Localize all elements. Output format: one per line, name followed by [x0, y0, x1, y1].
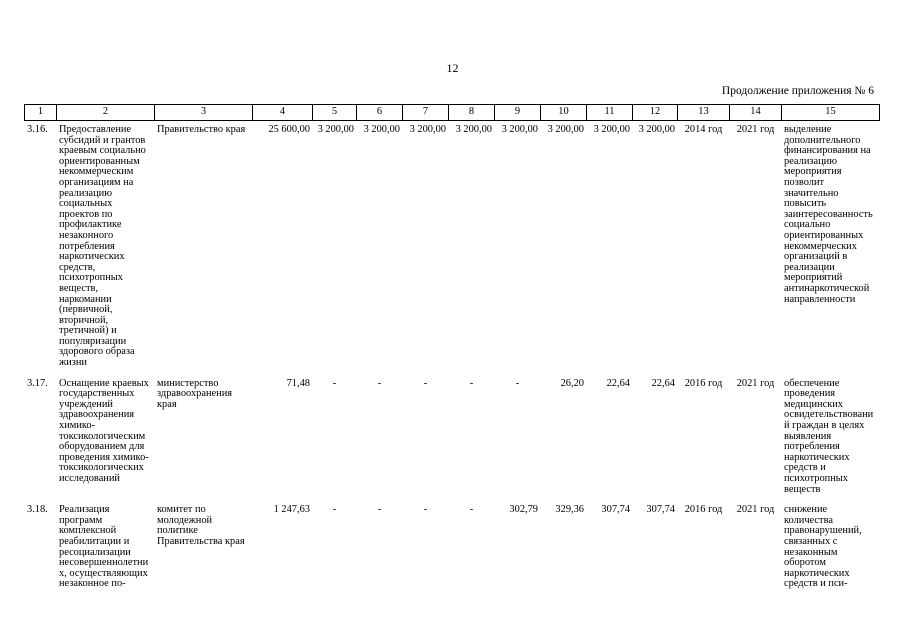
expected-result: обеспечение проведения медицинских освидетельствований граждан в целях выявления потребления наркотических средств и психотропных веществ: [784, 377, 874, 495]
year-funding: 307,74: [646, 504, 675, 516]
column-header: 14: [730, 105, 782, 121]
year-funding: -: [377, 504, 382, 516]
appendix-continuation-note: Продолжение приложения № 6: [721, 85, 874, 97]
expected-result: выделение дополнительного финансирования на реализацию мероприятия позволит значительно повысить заинтересованность социально ориентированных некоммерческих организаций в реализации мероприятий антинаркотической направленности: [784, 124, 873, 305]
column-header: 10: [541, 105, 587, 121]
measure-name: Реализация программ комплексной реабилитации и ресоциализации несовершеннолетних, осуществляющих незаконное по-: [59, 504, 149, 590]
measure-id: 3.18.: [27, 504, 48, 516]
column-header: 1: [25, 105, 57, 121]
year-funding: -: [423, 377, 428, 389]
measure-id: 3.17.: [27, 377, 48, 389]
year-funding: 26,20: [560, 377, 584, 389]
year-funding: -: [469, 377, 474, 389]
year-funding: 3 200,00: [638, 124, 675, 135]
start-year: 2016 год: [684, 377, 723, 389]
year-funding: 302,79: [509, 504, 538, 516]
column-header: 15: [782, 105, 880, 121]
measure-id: 3.16.: [27, 124, 48, 135]
year-funding: 3 200,00: [317, 124, 354, 135]
table-row: [25, 375, 880, 502]
measure-name: Оснащение краевых государственных учреждений здравоохранения химико-токсикологическим оборудованием для проведения химико-токсикологических исследований: [59, 377, 149, 484]
end-year: 2021 год: [736, 504, 775, 516]
measure-executor: комитет по молодежной политике Правительства края: [157, 504, 245, 547]
column-header: 13: [678, 105, 730, 121]
year-funding: 3 200,00: [455, 124, 492, 135]
column-header: 8: [449, 105, 495, 121]
year-funding: -: [423, 504, 428, 516]
year-funding: 3 200,00: [547, 124, 584, 135]
year-funding: -: [469, 504, 474, 516]
measure-executor: министерство здравоохранения края: [157, 377, 233, 410]
column-header: 4: [253, 105, 313, 121]
end-year: 2021 год: [736, 124, 775, 135]
measure-executor: Правительство края: [157, 124, 246, 135]
column-header: 9: [495, 105, 541, 121]
table-row: [25, 121, 880, 375]
program-measures-table: [24, 104, 880, 596]
year-funding: 307,74: [601, 504, 630, 516]
column-header: 3: [155, 105, 253, 121]
total-funding: 25 600,00: [268, 124, 310, 135]
year-funding: 22,64: [651, 377, 675, 389]
year-funding: 22,64: [606, 377, 630, 389]
page-number: 12: [446, 61, 459, 75]
end-year: 2021 год: [736, 377, 775, 389]
column-header: 11: [587, 105, 633, 121]
year-funding: 3 200,00: [409, 124, 446, 135]
column-header: 7: [403, 105, 449, 121]
expected-result: снижение количества правонарушений, связанных с незаконным оборотом наркотических средств и пси-: [784, 504, 862, 590]
year-funding: 3 200,00: [501, 124, 538, 135]
column-header: 12: [633, 105, 678, 121]
year-funding: -: [332, 377, 337, 389]
total-funding: 1 247,63: [273, 504, 310, 516]
measure-name: Предоставление субсидий и грантов краевым социально ориентированным некоммерческим организациям на реализацию социальных проектов по профилактике незаконного потребления наркотических средств, психотропных веществ, наркомании (первичной, вторичной, третичной) и популяризации здорового образа жизни: [59, 124, 146, 369]
year-funding: -: [332, 504, 337, 516]
year-funding: 329,36: [555, 504, 584, 516]
start-year: 2016 год: [684, 504, 723, 516]
table-row: [25, 501, 880, 596]
start-year: 2014 год: [684, 124, 723, 135]
table-header-row: [25, 105, 880, 121]
total-funding: 71,48: [286, 377, 310, 389]
year-funding: -: [515, 377, 520, 389]
year-funding: 3 200,00: [363, 124, 400, 135]
column-header: 6: [357, 105, 403, 121]
year-funding: -: [377, 377, 382, 389]
column-header: 2: [57, 105, 155, 121]
column-header: 5: [313, 105, 357, 121]
year-funding: 3 200,00: [593, 124, 630, 135]
